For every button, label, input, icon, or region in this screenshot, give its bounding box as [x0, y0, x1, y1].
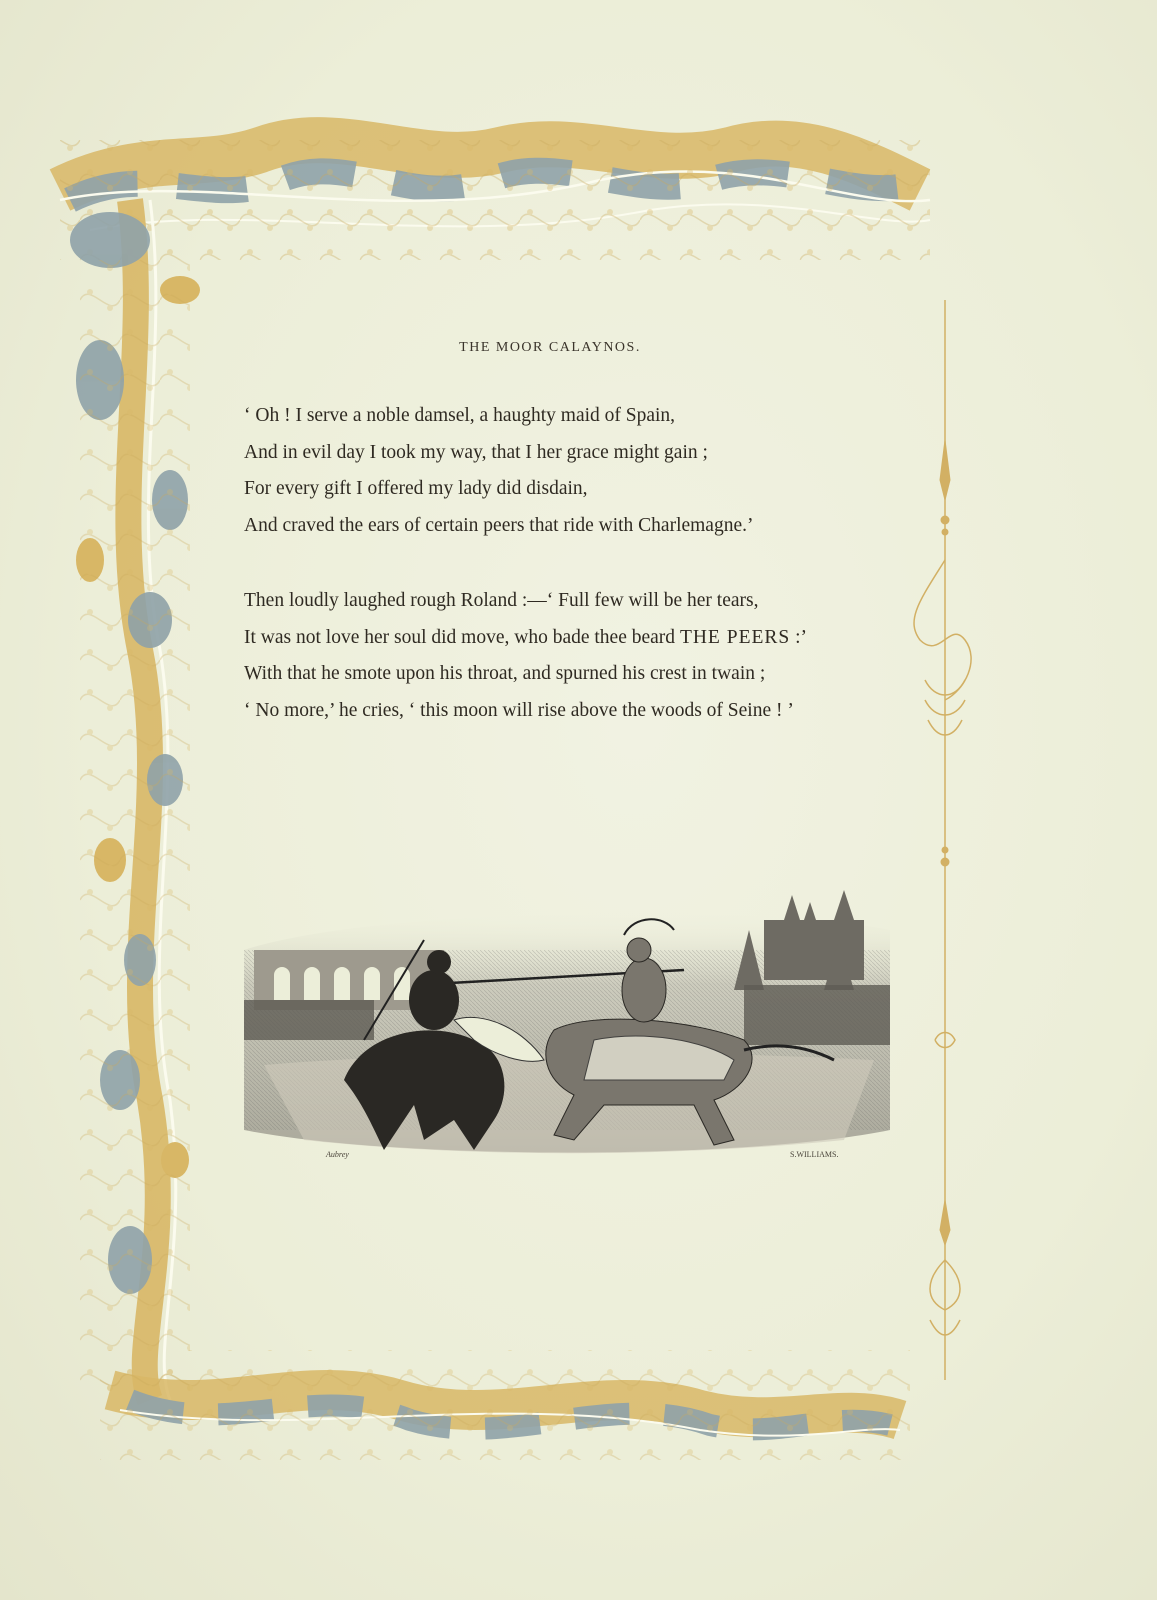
left-border-column — [70, 200, 200, 1400]
verse-line: With that he smote upon his throat, and spurned his crest in twain ; — [244, 663, 766, 684]
verse-line: For every gift I offered my lady did disdain, — [244, 478, 588, 499]
stanza-2 — [244, 583, 904, 729]
small-caps-phrase: THE PEERS — [679, 626, 791, 648]
verse-line: And in evil day I took my way, that I her grace might gain ; — [244, 441, 708, 463]
verse-line: Then loudly laughed rough Roland :—‘ Full few will be her tears, — [244, 590, 759, 611]
top-border-band — [60, 140, 930, 260]
verse-line: ‘ No more,’ he cries, ‘ this moon will rise above the woods of Seine ! ’ — [244, 699, 794, 721]
page-title: THE MOOR CALAYNOS. — [459, 340, 641, 355]
bottom-border-band — [100, 1350, 910, 1460]
verse-line: ‘ Oh ! I serve a noble damsel, a haughty maid of Spain, — [244, 405, 676, 426]
engraver-signature-left: Aubrey — [326, 1150, 349, 1159]
right-border-rule — [914, 300, 971, 1380]
verse-text: It was not love her soul did move, who bade thee beard — [244, 626, 676, 648]
verse-line — [244, 620, 904, 657]
engraver-signature-right: S.WILLIAMS. — [790, 1150, 839, 1159]
stanza-1 — [244, 398, 904, 544]
verse-line: And craved the ears of certain peers that ride with Charlemagne.’ — [244, 514, 754, 536]
verse-suffix: :’ — [790, 626, 808, 648]
jousting-knights-engraving — [244, 890, 890, 1170]
